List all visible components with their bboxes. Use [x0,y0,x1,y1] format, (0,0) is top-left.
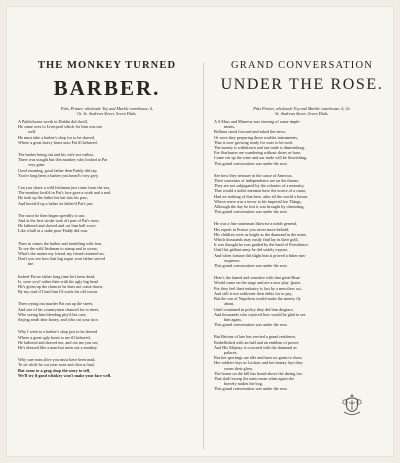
stanza [18,213,196,234]
right-poem [214,119,390,399]
verse-line: Indeed Pat no father long time he's been dead, [18,273,96,279]
left-imprint [18,106,196,116]
verse-line: Their souvenirs of independence are on the throne, [214,178,300,184]
left-poem [18,119,196,385]
verse-line: well. [28,129,37,135]
right-imprint [214,106,390,116]
stanza [18,274,196,295]
verse-line: ments, [224,124,236,130]
verse-line: He was a fine statesman likewise a noble general, [214,221,298,227]
verse-line: His equals in France you never more behold, [214,226,290,232]
verse-line: This grand conversation was under the rose. [214,263,288,269]
verse-line: A S Mars and Minerva was viewing of some imple- [214,119,301,124]
verse-line: It was thought he was guided by the hand of Providence. [214,242,310,248]
verse-line: Good morning, good father then Paddy did say, [18,167,98,173]
verse-line: very grim. [28,162,46,168]
verse-line: And at the first stroke took off part of Pat's nose, [18,218,100,224]
verse-line: Until contained in policy they did him disgrace, [214,306,295,312]
stanza [18,119,196,145]
verse-line: Had we nothing of that here, after all the world a lesson. [214,193,309,199]
right-title-top: GRAND CONVERSATION [230,60,374,71]
broadside-sheet [6,6,394,457]
verse-line: He's given up the chances he does not come down, [18,284,103,290]
verse-line: And when fortune did slight him it proved a bitter mis- [214,252,307,258]
royal-crest-emblem [340,392,364,418]
verse-line: See how they treasure in the cause of America, [214,172,293,178]
verse-line: He lathered and shaved me, and cut me you see, [18,339,99,345]
verse-line: For Starbuster are wandering without shoes or hose, [214,150,302,156]
verse-line: bravely makes the bog, [224,381,263,387]
verse-line: Until his gallant army he did widely expose, [214,247,289,253]
imprint-line: Gt. St. Andrews Street, Seven Dials. [77,111,137,116]
verse-line: That would a noble mention have the notice of a cause, [214,188,307,194]
verse-line: But her sportings are idle and have no gains to show, [214,355,303,361]
verse-line: And thousands who rejoiced how would be glad to see [214,311,306,317]
imprint-line: Pitts, Printer, wholesale Toy and Marble warehouse, 6, [60,106,154,111]
stanza [18,185,196,206]
verse-line: Embellished with an hall and an emblem of power, [214,339,300,345]
verse-line: Which thousands may easily find lay in their gold, [214,237,299,243]
imprint-line: Pitts Printer, wholesale Toy and Marble warehouse, 6, Gt. [253,106,351,111]
verse-line: And still is not sufficient their debts for to pay, [214,290,293,296]
verse-line: palaces, [224,349,238,355]
verse-line: This grand conversation was under the rose. [214,322,288,328]
verse-line: There was nought but this monkey who looked at Pat [18,157,108,163]
verse-line: Then crying out murder Pat ran up the street, [18,301,94,307]
verse-line: sequence. [224,257,241,263]
stanza [214,221,390,268]
verse-line: Is, were you? rather then with his ugly big head [18,278,98,284]
verse-line: wears their glory, [224,365,254,371]
verse-line: For they feel their industry is lost by a merciless act, [214,285,302,291]
verse-line: By my soul if I had him I'd crack his old crown. [18,289,99,295]
stanza [18,152,196,178]
imprint-line: St. Andrews Street, Seven Dials. [275,111,329,116]
verse-line: about, [224,301,235,307]
verse-line: This grand conversation was under the rose. [214,386,288,392]
verse-line: They are not subjugated by the colonies of a minority, [214,183,305,189]
right-title-main: UNDER THE ROSE. [220,76,384,93]
verse-line: Like a bull at a stake poor Paddy did roar. [18,228,89,234]
verse-line: That is now growing ready for wars to be used, [214,139,294,145]
verse-line: That shall sweep the man ocean when again she [214,375,295,381]
verse-line: But Britons of late has erected a grand residence, [214,334,297,340]
verse-line: You're long been a barber you heard's very grey. [18,172,99,178]
verse-line: Saying arrah dear honey, and who cut your face. [18,317,99,323]
stanza [18,241,196,267]
verse-line: We'll try if good whiskey won't make your face well. [18,372,112,378]
verse-line: Her soldiers lays in Lochaw and her beauty lays they [214,360,303,366]
stanza [18,357,196,378]
verse-line: Then in comes the barber and trembling with fear, [18,240,102,246]
verse-line: He came over to Liverpool which for him was not [18,124,102,130]
verse-line: Who seeing him bleeding pity'd his case, [18,311,87,317]
verse-line: And knock'd up a lather on lather'd Pat's jaw. [18,200,94,206]
verse-line: His children were as bright as the diamond in the mine, [214,231,307,237]
verse-line: The razor he then began speedily to use, [18,212,86,218]
stanza [18,301,196,322]
stanza [18,329,196,350]
verse-line: He's dressed like a man but turns out a monkey. [18,344,98,350]
left-title-top: THE MONKEY TURNED [37,60,177,71]
stanza [214,334,390,391]
verse-line: Whose sense was a terror to his imperial foe Things, [214,198,302,204]
verse-line: The house on the hill has heard above the daring foe, [214,370,303,376]
verse-line: But the son of Napoleon would make the money fly [214,296,301,302]
stanza [214,173,390,215]
verse-line: To sit while he cut your nose and chin so bad, [18,362,95,368]
stanza [214,119,390,166]
verse-line: me. [28,261,35,267]
stanza [214,275,390,327]
verse-line: Why I went to a barber's shop just to be shaved [18,329,98,335]
column-divider [203,62,204,450]
verse-line: Although the day he lost it was brought by clamoring, [214,204,305,210]
verse-line: He must take a barber's shop for to be shaved, [18,134,96,140]
verse-line: This grand conversation was under the rose. [214,209,288,215]
verse-line: A Publichouse worth in Dublin did dwell, [18,119,88,124]
verse-line: To see the wild Irishman to stamp and to swear, [18,245,98,251]
verse-line: The monkey look'd in Pat's face gave a wink and a nod. [18,190,112,196]
verse-line: Don't you see how that big rogue your father served [18,256,105,262]
verse-line: Here's the famed and sensitive with that great Brua- [214,275,301,281]
verse-line: Would come on the stage and are a new play ,[parts. [214,280,302,286]
verse-line: The barber being out and his wife not within, [18,152,94,158]
verse-line: Bellona stood forward and asked the news, [214,129,286,135]
verse-line: And one of his countrymen chanced for to meet, [18,306,100,312]
verse-line: Can you shave a wild Irishman just come from the sea, [18,185,110,191]
verse-line: Why sure man alive you must have been mad, [18,357,96,363]
verse-line: Where a great ugly beast to me ill behaved, [18,334,91,340]
verse-line: And His Majesty is crowned with the diamond as [214,344,297,350]
verse-line: This grand conversation was under the rose. [214,160,288,166]
verse-line: Where a great heavy beast unto Pat ill behaved. [18,139,98,145]
verse-line: The money is withdrawn and our trade is diminishing, [214,145,305,151]
verse-line: But come to a grog shop the story to tell, [18,367,91,373]
crest-icon [340,392,364,418]
left-title-main: BARBER. [53,76,161,100]
verse-line: He took up the lather his hat into his paw, [18,195,88,201]
verse-line: What's the matter my friend, my friend returned no, [18,251,105,257]
verse-line: Or were they preparing those warlike instruments, [214,134,299,140]
verse-line: He lathered and shaved and cut him half score, [18,223,97,229]
verse-line: him again, [224,316,242,322]
verse-line: Come stir up the wine and our trade will be flourishing. [214,155,308,161]
